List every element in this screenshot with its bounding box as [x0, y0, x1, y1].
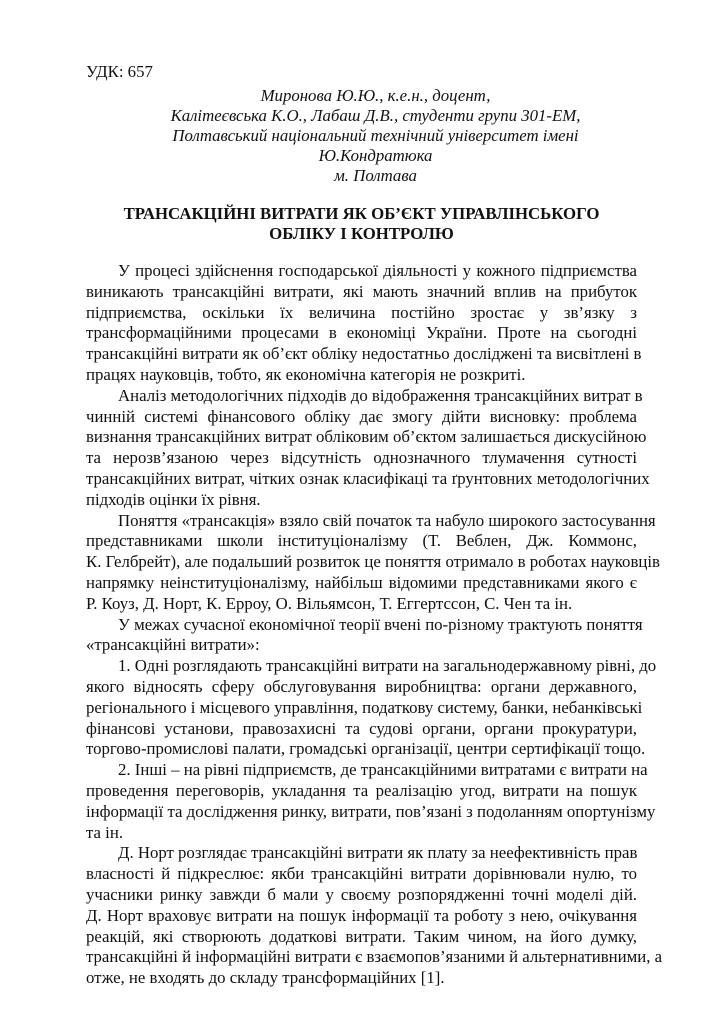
paragraph-line: підходів оцінки їх рівня.	[86, 489, 261, 509]
paragraph-line: трансакційні й інформаційні витрати є взаємопов’язаними й альтернативними, а	[86, 947, 663, 967]
paragraph-line: фінансові установи, правозахисні та судові органи, органи прокуратури,	[86, 718, 637, 738]
paragraph	[86, 760, 656, 843]
author-line: Калітеєвська К.О., Лабаш Д.В., студенти групи 301-ЕМ,	[170, 106, 581, 125]
paragraph-line: У межах сучасної економічної теорії вчені по-різному трактують поняття	[118, 614, 643, 634]
paragraph-line: та нерозв’язаною через відсутність однозначного тлумачення сутності	[86, 448, 637, 468]
paragraph-line: та ін.	[86, 822, 124, 842]
paragraph	[86, 510, 660, 615]
paragraph-line: власності й підкреслює: якби трансакційні витрати дорівнювали нулю, то	[86, 864, 637, 884]
paragraph-line: підприємства, оскільки їх величина постійно зростає у зв’язку з	[86, 302, 637, 322]
article-title	[86, 204, 637, 244]
paragraph-line: К. Гелбрейт), але подальший розвиток це поняття отримало в роботах науковців	[86, 552, 660, 572]
title-line: ТРАНСАКЦІЙНІ ВИТРАТИ ЯК ОБ’ЄКТ УПРАВЛІНСЬКОГО	[123, 204, 600, 223]
paragraph-line: регіонального і місцевого управління, податкову систему, банки, небанківські	[86, 697, 643, 717]
paragraph-line: працях науковців, тобто, як економічна категорія не розкриті.	[86, 364, 526, 384]
paragraph-line: інформації та дослідження ринку, витрати, пов’язані з подоланням опортунізму	[86, 801, 656, 821]
document-page	[86, 62, 663, 989]
paragraph-line: Д. Норт розглядає трансакційні витрати як плату за неефективність прав	[118, 843, 638, 863]
paragraph-line: Аналіз методологічних підходів до відображення трансакційних витрат в	[118, 385, 643, 405]
paragraph	[86, 385, 650, 511]
paragraph-line: Поняття «трансакція» взяло свій початок та набуло широкого застосування	[118, 510, 656, 530]
paragraph-line: отже, не входять до складу трансформаційних [1].	[86, 968, 445, 988]
paragraph	[86, 614, 643, 657]
paragraph-line: якого відносять сферу обслуговування виробництва: органи державного,	[86, 676, 637, 696]
paragraph-line: 1. Одні розглядають трансакційні витрати на загальнодержавному рівні, до	[118, 656, 657, 676]
title-line: ОБЛІКУ І КОНТРОЛЮ	[269, 224, 454, 243]
paragraph-line: трансакційні витрати як об’єкт обліку недостатньо досліджені та висвітлені в	[86, 344, 642, 364]
article-body	[86, 261, 663, 989]
paragraph-line: проведення переговорів, укладання та реалізацію угод, витрати на пошук	[86, 780, 637, 800]
paragraph-line: реакцій, які створюють додаткові витрати. Таким чином, на його думку,	[86, 926, 637, 946]
paragraph-line: визнання трансакційних витрат обліковим об’єктом залишається дискусійною	[86, 427, 647, 447]
paragraph-line: трансформаційними процесами в економіці України. Проте на сьогодні	[86, 323, 637, 343]
city-line: м. Полтава	[334, 166, 417, 185]
paragraph-line: представниками школи інституціоналізму (Т. Веблен, Дж. Коммонс,	[86, 531, 637, 551]
paragraph-line: Р. Коуз, Д. Норт, К. Ерроу, О. Вільямсон, Т. Еггертссон, С. Чен та ін.	[86, 593, 573, 613]
paragraph	[86, 843, 663, 989]
paragraph-line: Д. Норт враховує витрати на пошук інформації та роботу з нею, очікування	[86, 905, 637, 925]
paragraph-line: чинній системі фінансового обліку дає змогу дійти висновку: проблема	[86, 406, 637, 426]
paragraph-line: торгово-промислові палати, громадські організації, центри сертифікації тощо.	[86, 739, 646, 759]
paragraph-line: 2. Інші – на рівні підприємств, де трансакційними витратами є витрати на	[118, 760, 648, 780]
affiliation-line: Полтавський національний технічний університет імені Ю.Кондратюка	[172, 126, 579, 165]
paragraph-line: трансакційних витрат, чітких ознак класифікаці та ґрунтовних методологічних	[86, 468, 650, 488]
authors-block	[86, 86, 637, 186]
author-line: Миронова Ю.Ю., к.е.н., доцент,	[260, 86, 491, 105]
udk-code: УДК: 657	[86, 62, 153, 81]
paragraph	[86, 261, 642, 386]
paragraph-line: учасники ринку завжди б мали у своєму розпорядженні точні моделі дій.	[86, 884, 637, 904]
paragraph-line: У процесі здійснення господарської діяльності у кожного підприємства	[118, 261, 637, 280]
paragraph-line: виникають трансакційні витрати, які мають значний вплив на прибуток	[86, 281, 637, 301]
paragraph-line: «трансакційні витрати»:	[86, 635, 260, 655]
paragraph-line: напрямку неінституціоналізму, найбільш відомими представниками якого є	[86, 572, 637, 592]
paragraph	[86, 656, 657, 760]
